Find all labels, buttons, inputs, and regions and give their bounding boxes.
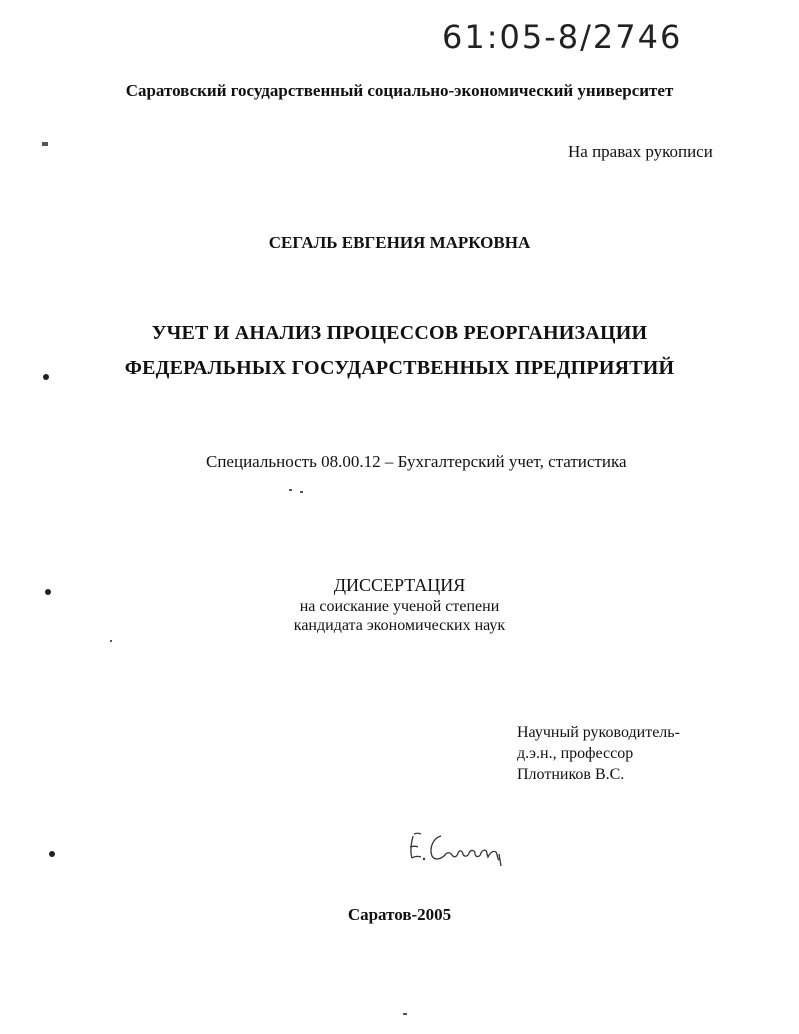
rights-note: На правах рукописи	[568, 142, 713, 161]
scan-artifact-dot	[45, 589, 51, 595]
dissertation-subtitle-2: кандидата экономических наук	[293, 617, 506, 634]
scan-artifact-speck	[110, 640, 112, 642]
author-signature	[405, 826, 515, 866]
advisor-name: Плотников В.С.	[517, 766, 625, 783]
dissertation-heading: ДИССЕРТАЦИЯ	[333, 575, 466, 595]
advisor-degree: д.э.н., профессор	[517, 745, 634, 762]
svg-text:61:05-8/2746: 61:05-8/2746	[442, 18, 683, 56]
specialty-line: Специальность 08.00.12 – Бухгалтерский учет, статистика	[206, 452, 627, 471]
thesis-title-line-2: ФЕДЕРАЛЬНЫХ ГОСУДАРСТВЕННЫХ ПРЕДПРИЯТИЙ	[124, 357, 675, 379]
scan-artifact-speck	[300, 491, 303, 493]
university-name: Саратовский государственный социально-экономический университет	[125, 81, 674, 100]
scan-artifact-speck	[42, 142, 48, 146]
thesis-title-line-1: УЧЕТ И АНАЛИЗ ПРОЦЕССОВ РЕОРГАНИЗАЦИИ	[151, 322, 648, 344]
city-year: Саратов-2005	[347, 905, 452, 924]
scan-artifact-dot	[49, 851, 55, 857]
scan-artifact-dot	[43, 374, 49, 380]
author-name: СЕГАЛЬ ЕВГЕНИЯ МАРКОВНА	[268, 233, 531, 252]
scan-artifact-speck	[403, 1013, 407, 1015]
advisor-role: Научный руководитель-	[517, 724, 680, 741]
handwritten-archive-stamp	[440, 10, 720, 60]
scan-artifact-speck	[289, 489, 292, 491]
dissertation-subtitle-1: на соискание ученой степени	[299, 598, 500, 615]
